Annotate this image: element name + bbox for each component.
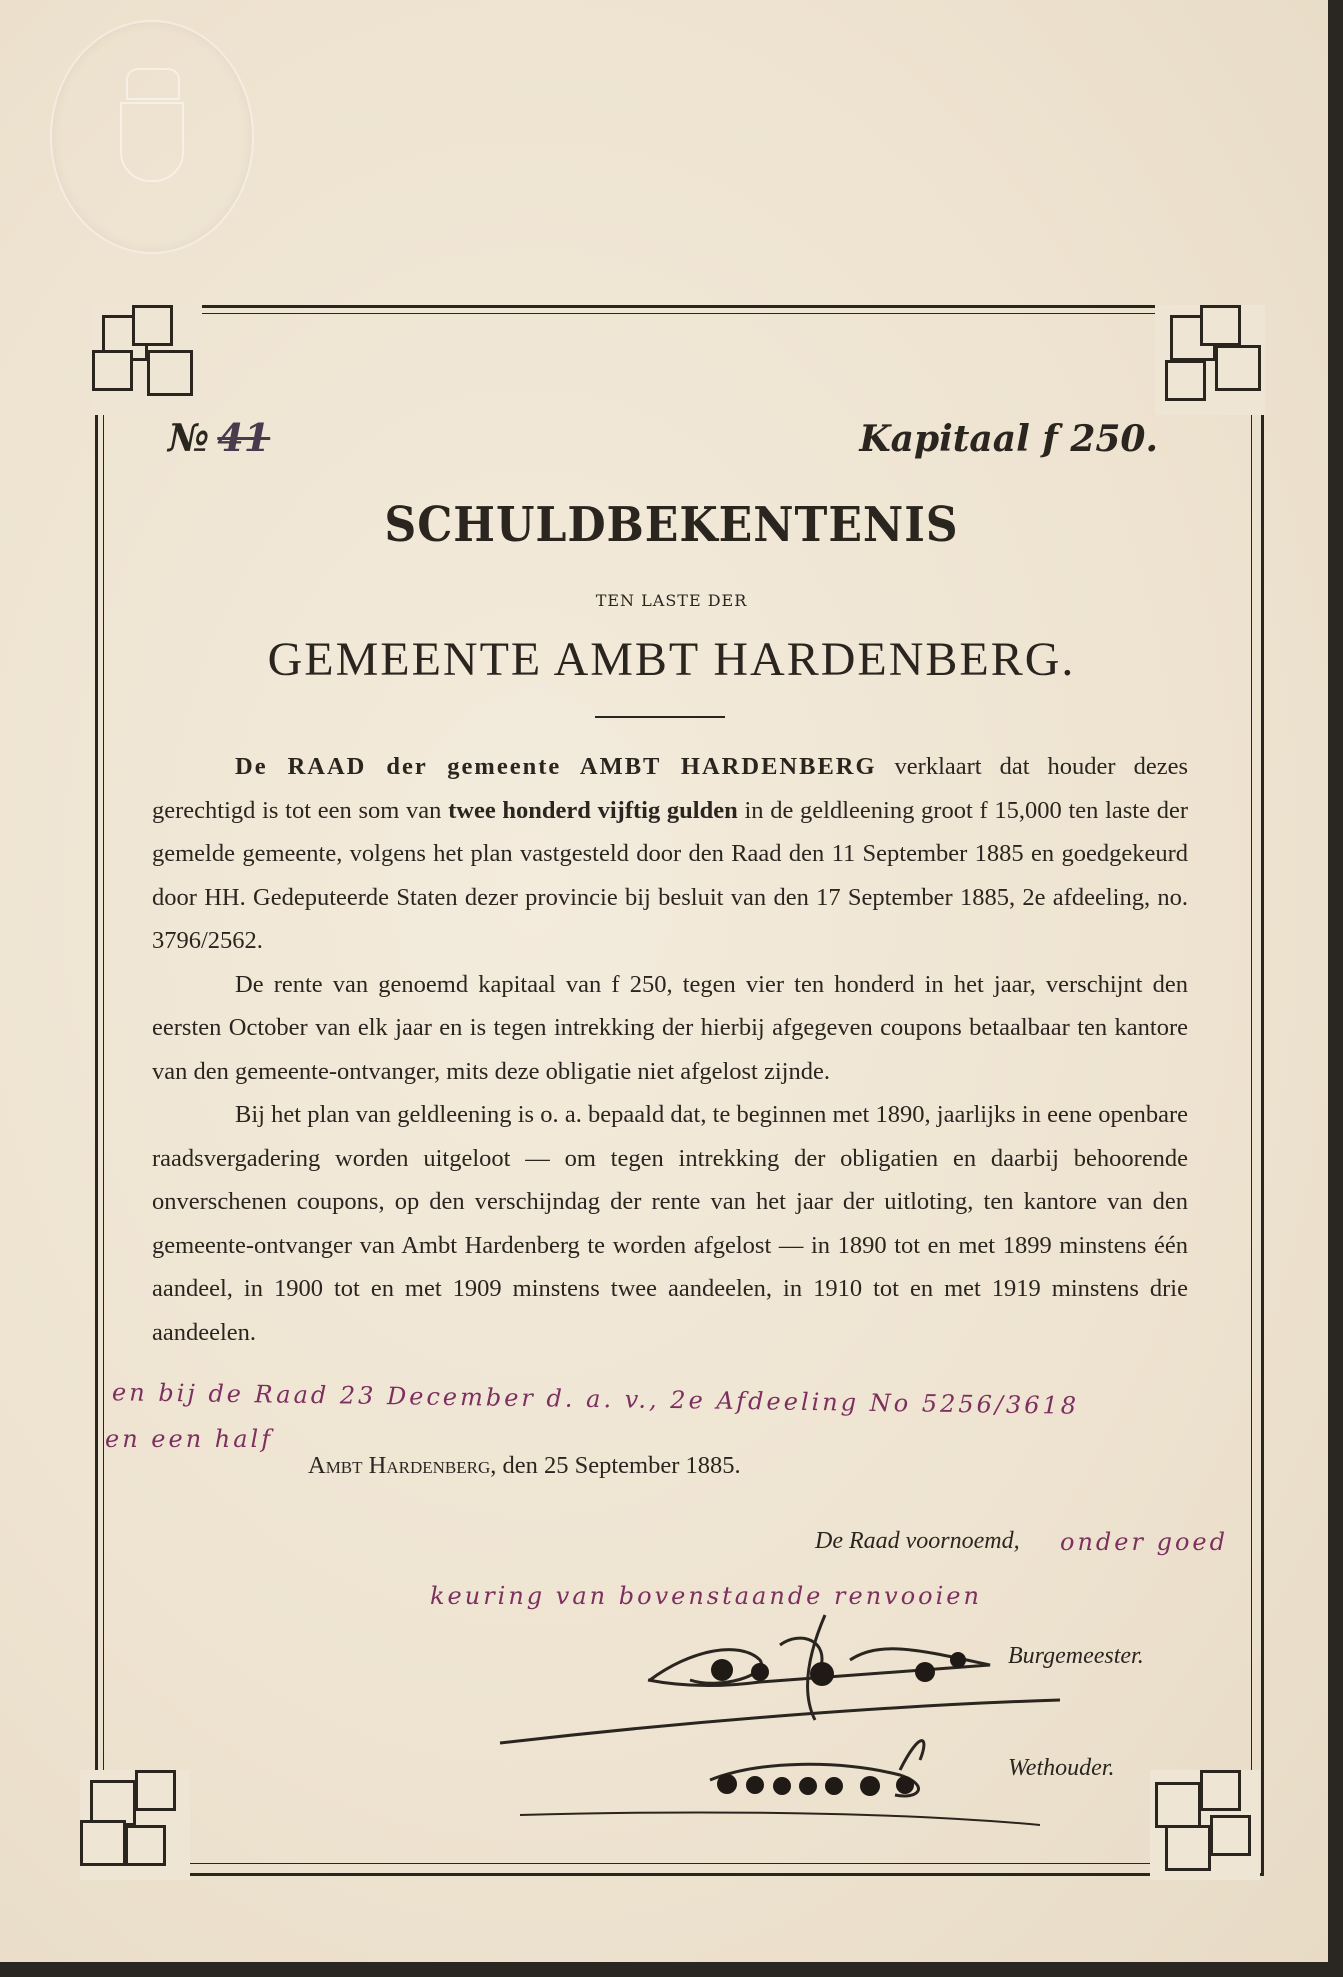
issue-date: , den 25 September 1885. <box>490 1452 741 1479</box>
handwritten-approval-2: keuring van bovenstaande renvooien <box>430 1582 982 1610</box>
paragraph-interest: De rente van genoemd kapitaal van f 250, tegen vier ten honderd in het jaar, verschijnt den eersten October van elk jaar en is tegen intrekking der hierbij afgegeven coupons betaalbaar ten kantore van den gemeente-ontvanger, mits deze obligatie niet afgelost zijnde. <box>152 970 1188 1085</box>
paragraph-declaration-text-b: in de geldleening groot f 15,000 ten laste der gemelde gemeente, volgens het plan vastgesteld door den Raad den 11 September 1885 en goedgekeurd door HH. Gedeputeerde Staten dezer provincie bij besluit van den 17 September 1885, 2e afdeeling, no. 3796/2562. <box>152 796 1188 954</box>
municipality-name: GEMEENTE AMBT HARDENBERG. <box>267 633 1076 686</box>
handwritten-renvoi-2: en een half <box>105 1425 274 1453</box>
document-title: SCHULDBEKENTENIS <box>384 497 959 553</box>
capital-amount: Kapitaal f 250. <box>859 418 1158 460</box>
mayor-label: Burgemeester. <box>1008 1643 1144 1669</box>
signature-divider-line <box>500 1700 1060 1743</box>
handwritten-approval-1: onder goed <box>1060 1528 1228 1556</box>
amount-in-words: twee honderd vijftig gulden <box>448 796 738 824</box>
number-value: 41 <box>217 415 271 460</box>
handwritten-renvoi-1: en bij de Raad 23 December d. a. v., 2e Afdeeling No 5256/3618 <box>111 1378 1080 1420</box>
document-subtitle: TEN LASTE DER <box>595 591 748 610</box>
alderman-signature-dots <box>717 1774 914 1796</box>
alderman-label: Wethouder. <box>1008 1755 1115 1781</box>
number-label: № <box>168 415 210 460</box>
paragraph-redemption: Bij het plan van geldleening is o. a. bepaald dat, te beginnen met 1890, jaarlijks in eene openbare raadsvergadering worden uitgeloot — om tegen intrekking der obligatien en daarbij behoorende onverschenen coupons, op den verschijndag der rente van het jaar der uitloting, ten kantore van den gemeente-ontvanger van Ambt Hardenberg te worden afgelost — in 1890 tot en met 1899 minstens één aandeel, in 1900 tot en met 1909 minstens twee aandeelen, in 1910 tot en met 1919 minstens drie aandeelen. <box>152 1101 1188 1346</box>
paragraph-declaration-text-a: verklaart dat houder dezes gerechtigd is tot een som van <box>152 753 1188 824</box>
council-lead: De RAAD der gemeente AMBT HARDENBERG <box>235 753 877 780</box>
mayor-signature-dots <box>711 1652 966 1686</box>
place-name: Ambt Hardenberg <box>308 1452 491 1479</box>
council-line: De Raad voornoemd, <box>815 1528 1020 1554</box>
